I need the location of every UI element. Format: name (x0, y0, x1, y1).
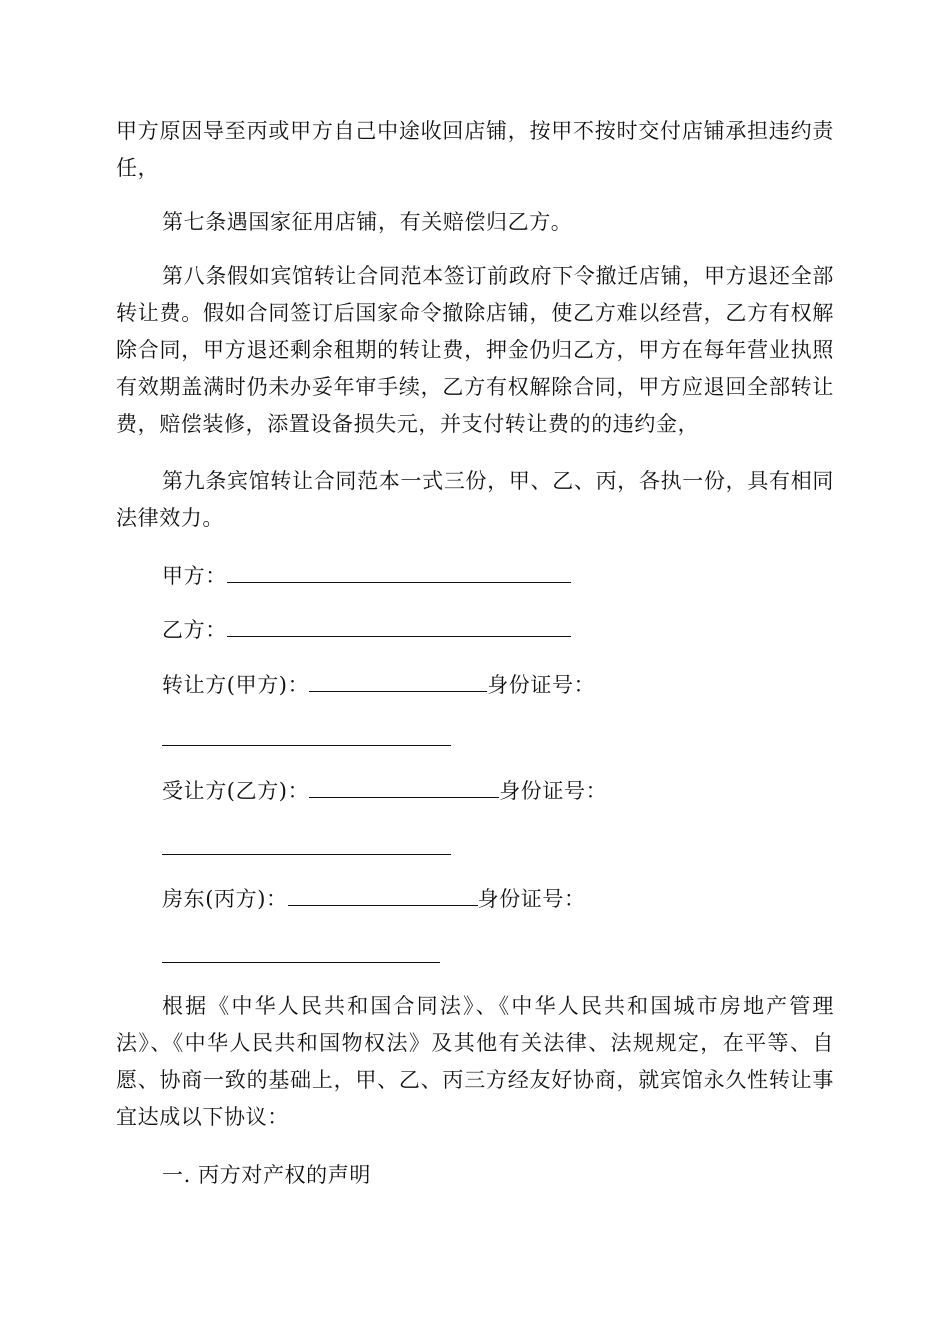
section-heading-property-rights: 一. 丙方对产权的声明 (162, 1163, 371, 1187)
signature-landlord (162, 884, 586, 914)
transferee-id-rule (162, 854, 451, 855)
signature-party-b (162, 615, 571, 645)
transferor-blank (309, 671, 487, 692)
party-a-label: 甲方： (162, 564, 227, 588)
landlord-blank (288, 885, 478, 906)
transferor-id-label: 身份证号： (487, 673, 596, 697)
landlord-id-label: 身份证号： (477, 887, 586, 911)
paragraph-article-8: 第八条假如宾馆转让合同范本签订前政府下令撤迁店铺，甲方退还全部转让费。假如合同签订后国家命令撤除店铺，使乙方难以经营，乙方有权解除合同，甲方退还剩余租期的转让费，押金仍归乙方，甲方在每年营业执照有效期盖满时仍未办妥年审手续，乙方有权解除合同，甲方应退回全部转让费，赔偿装修，添置设备损失元，并支付转让费的的违约金， (116, 264, 834, 436)
signature-transferor (162, 670, 595, 700)
signature-party-a (162, 561, 571, 591)
party-a-blank (227, 562, 571, 583)
transferor-label: 转让方(甲方)： (162, 673, 310, 697)
transferee-label: 受让方(乙方)： (162, 779, 310, 803)
party-b-label: 乙方： (162, 618, 227, 642)
party-b-blank (227, 616, 571, 637)
transferor-id-rule (162, 745, 451, 746)
paragraph-article-9: 第九条宾馆转让合同范本一式三份，甲、乙、丙，各执一份，具有相同法律效力。 (116, 469, 834, 530)
landlord-id-rule (162, 962, 440, 963)
transferee-blank (309, 777, 499, 798)
paragraph-legal-basis: 根据《中华人民共和国合同法》、《中华人民共和国城市房地产管理法》、《中华人民共和国物权法》及其他有关法律、法规规定，在平等、自愿、协商一致的基础上，甲、乙、丙三方经友好协商，就宾馆永久性转让事宜达成以下协议： (116, 994, 834, 1129)
landlord-label: 房东(丙方)： (162, 887, 288, 911)
paragraph-liability: 甲方原因导至丙或甲方自己中途收回店铺，按甲不按时交付店铺承担违约责任， (116, 119, 834, 180)
paragraph-article-7: 第七条遇国家征用店铺，有关赔偿归乙方。 (162, 210, 573, 234)
transferee-id-label: 身份证号： (499, 779, 608, 803)
signature-transferee (162, 776, 607, 806)
